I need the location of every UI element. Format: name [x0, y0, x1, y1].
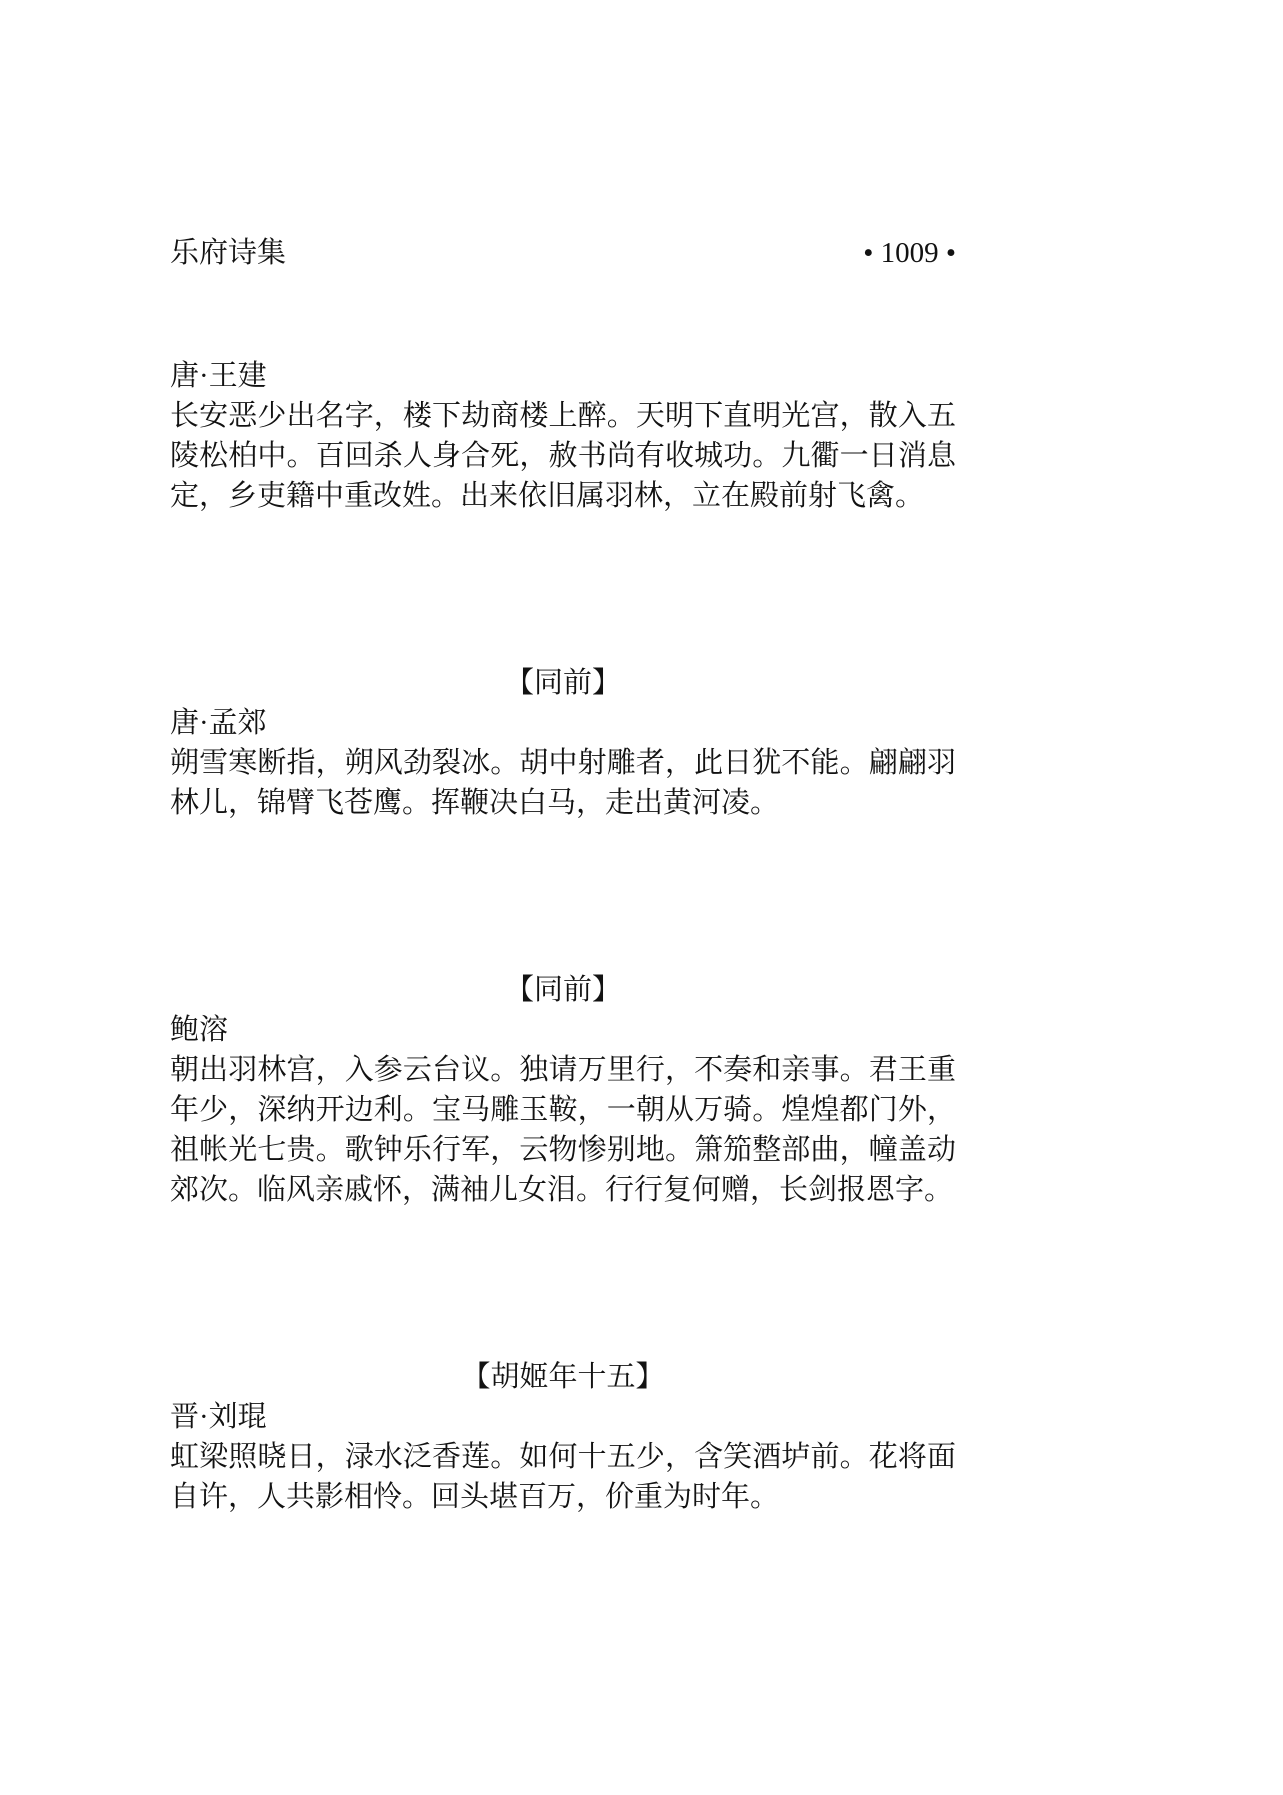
poem-line: 林儿，锦臂飞苍鹰。挥鞭决白马，走出黄河凌。 — [170, 787, 780, 819]
book-title: 乐府诗集 — [170, 237, 287, 269]
poem-line: 祖帐光七贵。歌钟乐行军，云物惨别地。箫笳整部曲，幢盖动 — [170, 1134, 956, 1166]
poem-line: 朔雪寒断指，朔风劲裂冰。胡中射雕者，此日犹不能。翩翩羽 — [170, 747, 956, 779]
poem-section-1 — [170, 356, 956, 516]
poem-line: 郊次。临风亲戚怀，满袖儿女泪。行行复何赠，长剑报恩字。 — [170, 1174, 954, 1206]
page-header — [170, 0, 956, 272]
poem-author: 鲍溶 — [170, 1014, 229, 1046]
poem-line: 陵松柏中。百回杀人身合死，赦书尚有收城功。九衢一日消息 — [170, 440, 956, 472]
poem-section-4 — [170, 1357, 956, 1517]
poem-line: 朝出羽林宫，入参云台议。独请万里行，不奏和亲事。君王重 — [170, 1054, 956, 1086]
poem-author: 唐·孟郊 — [170, 707, 267, 739]
poem-title: 【胡姬年十五】 — [461, 1361, 665, 1393]
poem-section-3 — [170, 970, 956, 1210]
poem-line: 定，乡吏籍中重改姓。出来依旧属羽林，立在殿前射飞禽。 — [170, 480, 925, 512]
poem-title: 【同前】 — [504, 974, 621, 1006]
poem-title: 【同前】 — [504, 667, 621, 699]
page-content — [170, 0, 956, 1517]
poem-line: 长安恶少出名字，楼下劫商楼上醉。天明下直明光宫，散入五 — [170, 400, 956, 432]
poem-section-2 — [170, 663, 956, 823]
poem-line: 自许，人共影相怜。回头堪百万，价重为时年。 — [170, 1481, 780, 1513]
poem-line: 虹梁照晓日，渌水泛香莲。如何十五少，含笑酒垆前。花将面 — [170, 1441, 956, 1473]
page-number: • 1009 • — [863, 237, 956, 269]
poem-author: 唐·王建 — [170, 360, 267, 392]
poem-author: 晋·刘琨 — [170, 1401, 267, 1433]
poem-line: 年少，深纳开边利。宝马雕玉鞍，一朝从万骑。煌煌都门外， — [170, 1094, 956, 1126]
